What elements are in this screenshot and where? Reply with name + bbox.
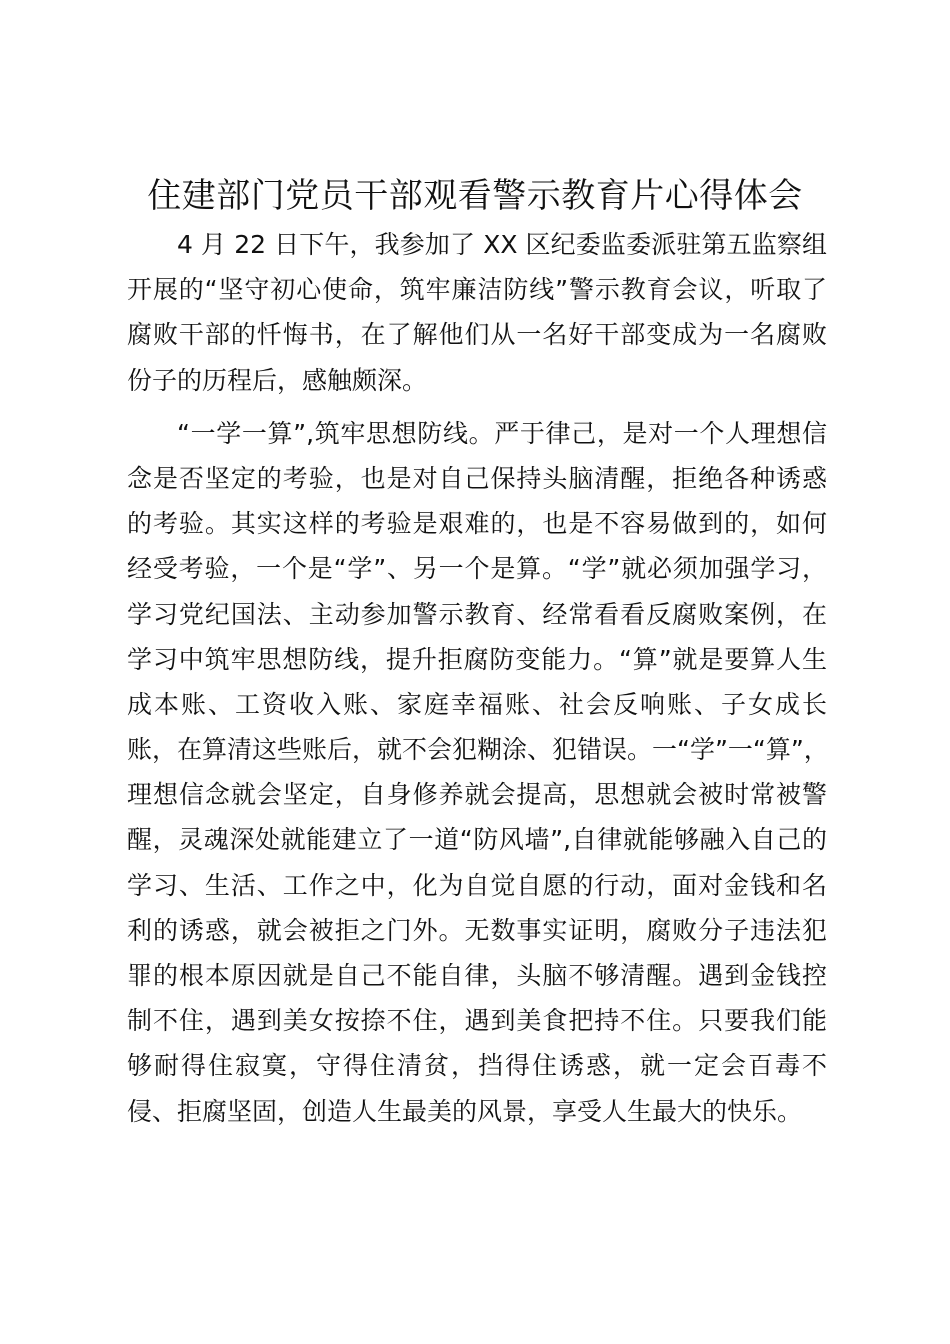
document-body: [127, 222, 827, 1134]
paragraph-1: [127, 222, 827, 403]
text-line: 学习中筑牢思想防线，提升拒腐防变能力。“算”就是要算人生: [127, 644, 827, 674]
text-line: 经受考验，一个是“学”、另一个是算。“学”就必须加强学习，: [127, 554, 827, 584]
text-line: 成本账、工资收入账、家庭幸福账、社会反响账、子女成长: [127, 689, 827, 719]
text-line: 醒，灵魂深处就能建立了一道“防风墙”,自律就能够融入自己的: [127, 825, 827, 855]
paragraph-2: [127, 411, 827, 1134]
text-line: 腐败干部的忏悔书，在了解他们从一名好干部变成为一名腐败: [127, 320, 827, 350]
text-line: 罪的根本原因就是自己不能自律，头脑不够清醒。遇到金钱控: [127, 961, 827, 990]
paragraph-spacer: [127, 403, 827, 411]
text-line: 开展的“坚守初心使命，筑牢廉洁防线”警示教育会议，听取了: [127, 275, 827, 305]
text-line: “一学一算”,筑牢思想防线。严于律己，是对一个人理想信: [177, 418, 827, 448]
text-line: 4 月 22 日下午，我参加了 XX 区纪委监委派驻第五监察组: [177, 230, 827, 259]
text-line: 制不住，遇到美女按捺不住，遇到美食把持不住。只要我们能: [127, 1006, 827, 1036]
text-line: 学习、生活、工作之中，化为自觉自愿的行动，面对金钱和名: [127, 870, 827, 900]
text-line: 的考验。其实这样的考验是艰难的，也是不容易做到的，如何: [127, 509, 827, 539]
document-title: 住建部门党员干部观看警示教育片心得体会: [147, 176, 803, 216]
text-line: 理想信念就会坚定，自身修养就会提高，思想就会被时常被警: [127, 780, 827, 810]
text-line: 份子的历程后，感触颇深。: [127, 365, 428, 395]
text-line: 念是否坚定的考验，也是对自己保持头脑清醒，拒绝各种诱惑: [127, 463, 827, 493]
text-line: 侵、拒腐坚固，创造人生最美的风景，享受人生最大的快乐。: [127, 1096, 803, 1126]
text-line: 账，在算清这些账后，就不会犯糊涂、犯错误。一“学”一“算”，: [127, 735, 829, 765]
text-line: 够耐得住寂寞，守得住清贫，挡得住诱惑，就一定会百毒不: [127, 1051, 827, 1081]
text-line: 利的诱惑，就会被拒之门外。无数事实证明，腐败分子违法犯: [127, 915, 827, 945]
text-line: 学习党纪国法、主动参加警示教育、经常看看反腐败案例，在: [127, 599, 827, 629]
